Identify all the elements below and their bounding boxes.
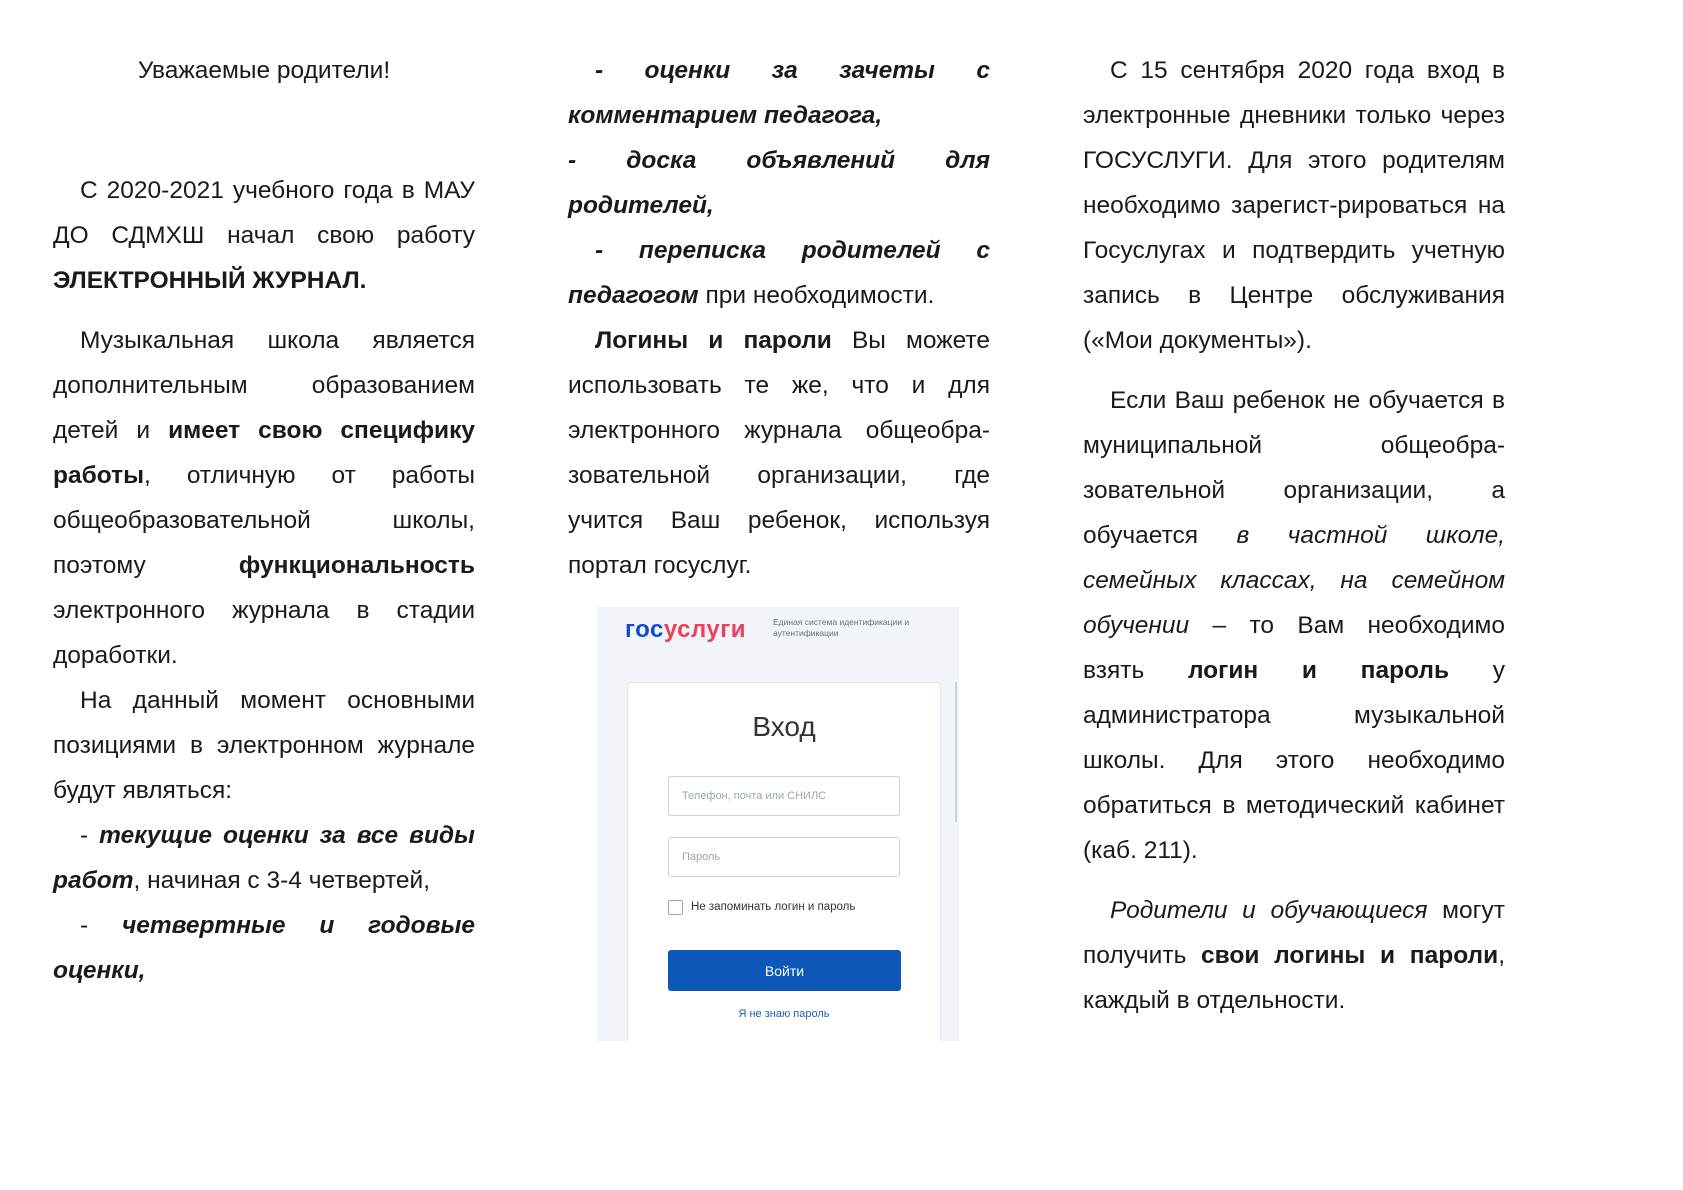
text-span: , каждый в отдельности. — [1083, 942, 1505, 1014]
gosuslugi-tagline: Единая система идентификации и аутентификации — [773, 617, 910, 638]
paragraph-logins — [568, 318, 990, 588]
text-span: электронного журнала в стадии доработки. — [53, 597, 475, 669]
paragraph-gosuslugi-entry: С 15 сентября 2020 года вход в электронные дневники только через ГОСУСЛУГИ. Для этого родителям необходимо зарегист-рироваться на Госуслугах и подтвердить учетную запись в Центре обслуживания («Мои документы»). — [1083, 57, 1505, 354]
login-card — [627, 682, 941, 1041]
bold-italic-span: четвертные и годовые оценки, — [53, 912, 475, 984]
forgot-password-link[interactable]: Я не знаю пароль — [738, 1008, 830, 1020]
text-span: при необходимости. — [698, 282, 935, 309]
text-span: – то Вам необходимо взять — [1083, 612, 1505, 684]
intro-bold: ЭЛЕКТРОННЫЙ ЖУРНАЛ. — [53, 267, 367, 294]
list-item-current-grades — [53, 813, 475, 903]
gosuslugi-logo — [625, 613, 746, 647]
gosuslugi-login-screenshot — [597, 607, 959, 1041]
remember-checkbox[interactable] — [668, 898, 855, 918]
text-span: Музыкальная школа является дополнительным образованием детей и — [53, 327, 475, 444]
greeting-heading: Уважаемые родители! — [137, 57, 391, 84]
remember-label: Не запоминать логин и пароль — [691, 901, 856, 913]
login-input[interactable]: Телефон, почта или СНИЛС — [668, 776, 900, 816]
italic-span: в частной школе, семейных классах, на семейном обучении — [1083, 522, 1506, 639]
text-span: Если Ваш ребенок не обучается в муниципальной общеобра-зовательной организации, а обучается — [1083, 387, 1505, 549]
list-item-notice-board: - доска объявлений для родителей, — [568, 147, 990, 219]
column-3 — [1083, 48, 1505, 1023]
paragraph-individual-logins — [1083, 888, 1505, 1023]
intro-text: С 2020-2021 учебного года в МАУ ДО СДМХШ начал свою работу — [53, 177, 475, 249]
login-title: Вход — [752, 711, 816, 742]
text-span: Вы можете использовать те же, что и для электронного журнала общеобра-зовательной организации, где учится Ваш ребенок, используя портал госуслуг. — [568, 327, 990, 579]
list-item-term-grades — [53, 903, 475, 993]
panel-divider — [955, 682, 957, 822]
bold-italic-span: текущие оценки за все виды работ — [53, 822, 475, 894]
paragraph-intro — [53, 168, 475, 303]
column-2 — [568, 48, 990, 588]
text-span: , начиная с 3-4 четвертей, — [133, 867, 431, 894]
logo-part-gos: гос — [625, 616, 664, 643]
list-dash: - — [80, 822, 100, 849]
password-input[interactable]: Пароль — [668, 837, 900, 877]
paragraph-private-school — [1083, 378, 1505, 873]
logo-part-uslugi: услуги — [663, 616, 746, 643]
bold-span: логин и пароль — [1187, 657, 1450, 684]
column-1 — [53, 48, 475, 993]
checkbox-icon[interactable] — [668, 900, 683, 915]
bold-span: Логины и пароли — [595, 327, 832, 354]
text-span: у администратора музыкальной школы. Для этого необходимо обратиться в методический кабинет (каб. 211). — [1083, 657, 1505, 864]
text-span: , отличную от работы общеобразовательной школы, поэтому — [53, 462, 475, 579]
list-item-test-grades: - оценки за зачеты с комментарием педагога, — [568, 57, 990, 129]
bold-italic-span: - переписка родителей с педагогом — [568, 237, 990, 309]
login-button[interactable]: Войти — [668, 950, 901, 991]
text-span: могут получить — [1083, 897, 1505, 969]
bold-span: функциональность — [238, 552, 475, 579]
bold-span: имеет свою специфику работы — [53, 417, 475, 489]
paragraph-positions: На данный момент основными позициями в электронном журнале будут являться: — [53, 687, 475, 804]
list-item-correspondence — [568, 228, 990, 318]
paragraph-specifics — [53, 318, 475, 678]
list-dash: - — [80, 912, 122, 939]
bold-span: свои логины и пароли — [1201, 942, 1499, 969]
italic-span: Родители и обучающиеся — [1110, 897, 1428, 924]
